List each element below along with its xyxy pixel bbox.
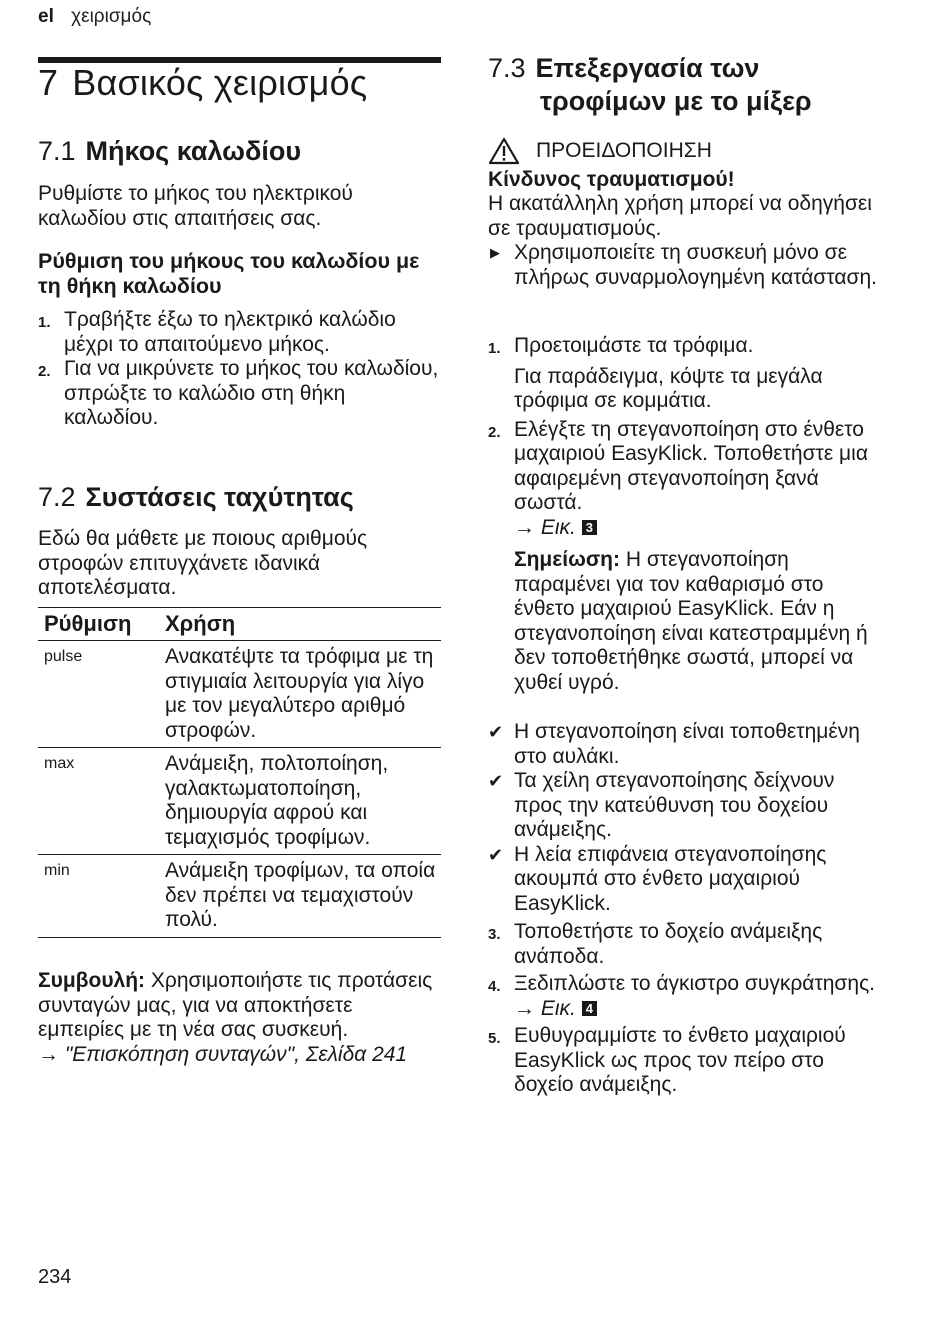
- list-item: [488, 972, 888, 1021]
- warning-heading: [488, 137, 712, 165]
- page-number: 234: [38, 1266, 72, 1288]
- table-row: [38, 748, 441, 855]
- chapter-title-text: Βασικός χειρισμός: [72, 62, 368, 103]
- step-number: 4.: [488, 978, 501, 995]
- section-number: 7.3: [488, 53, 526, 83]
- warning-label: ΠΡΟΕΙΔΟΠΟΙΗΣΗ: [536, 139, 712, 162]
- tip-paragraph: [38, 969, 441, 1067]
- step-text: Ευθυγραμμίστε το ένθετο μαχαιριού EasyKlick ως προς τον πείρο στο δοχείο ανάμειξης.: [514, 1024, 846, 1096]
- list-item: [488, 920, 888, 969]
- step-text: Ελέγξτε τη στεγανοποίηση στο ένθετο μαχαιριού EasyKlick. Τοποθετήστε μια αφαιρεμένη στεγανοποίηση ξανά σωστά.: [514, 417, 868, 514]
- check-list: [488, 720, 888, 916]
- chapter-number: 7: [38, 62, 59, 103]
- step-text: Προετοιμάστε τα τρόφιμα.: [514, 334, 754, 357]
- figure-reference-label: Εικ.: [540, 515, 576, 539]
- check-icon: ✔: [488, 844, 504, 865]
- list-item: [488, 418, 888, 696]
- figure-reference[interactable]: [514, 516, 888, 541]
- figure-number-badge: 4: [582, 1001, 597, 1016]
- section-number: 7.2: [38, 482, 76, 512]
- warning-text: Η ακατάλληλη χρήση μπορεί να οδηγήσει σε τραυματισμούς.: [488, 192, 872, 240]
- check-text: Η λεία επιφάνεια στεγανοποίησης ακουμπά στο ένθετο μαχαιριού EasyKlick.: [514, 842, 827, 915]
- check-text: Τα χείλη στεγανοποίησης δείχνουν προς την κατεύθυνση του δοχείου ανάμειξης.: [514, 769, 835, 841]
- step-number: 5.: [488, 1030, 501, 1047]
- figure-reference-label: Εικ.: [540, 996, 576, 1020]
- note-paragraph: [514, 548, 888, 695]
- warning-triangle-icon: [488, 137, 520, 165]
- section-number: 7.1: [38, 136, 76, 166]
- use-cell: Ανάμειξη, πολτοποίηση, γαλακτωματοποίηση, δημιουργία αφρού και τεμαχισμός τροφίμων.: [165, 752, 389, 849]
- section-7-2-intro: Εδώ θα μάθετε με ποιους αριθμούς στροφών επιτυγχάνετε ιδανικά αποτελέσματα.: [38, 527, 368, 599]
- section-title: Συστάσεις ταχύτητας: [85, 482, 354, 512]
- section-title-line2: τροφίμων με το μίξερ: [540, 86, 812, 116]
- step-text: Τοποθετήστε το δοχείο ανάμειξης ανάποδα.: [514, 920, 823, 968]
- list-item: [38, 357, 441, 431]
- list-item: [488, 241, 888, 290]
- list-item: [488, 769, 888, 843]
- use-cell: Ανακατέψτε τα τρόφιμα με τη στιγμιαία λειτουργία για λίγο με τον μεγαλύτερο αριθμό στροφών.: [165, 645, 434, 742]
- list-item: [488, 1024, 888, 1098]
- arrow-right-icon: →: [38, 1042, 65, 1066]
- tip-text: Χρησιμοποιήστε τις προτάσεις συνταγών μας, για να αποκτήσετε εμπειρίες με τη νέα σας συσκευή.: [38, 969, 433, 1041]
- list-item: [488, 843, 888, 917]
- table-row: [38, 641, 441, 748]
- step-number: 1.: [488, 340, 501, 357]
- section-title: Μήκος καλωδίου: [85, 136, 302, 166]
- note-text: Η στεγανοποίηση παραμένει για τον καθαρισμό στο ένθετο μαχαιριού EasyKlick. Εάν η στεγανοποίηση είναι κατεστραμμένη ή δεν τοποθετήθηκε σωστά, μπορεί να χυθεί υγρό.: [514, 548, 868, 694]
- tip-label: Συμβουλή:: [38, 969, 146, 992]
- note-label: Σημείωση:: [514, 548, 621, 571]
- running-header: [38, 6, 151, 28]
- list-item: [488, 720, 888, 769]
- setting-cell: max: [44, 755, 75, 772]
- table-header: [38, 607, 441, 641]
- arrow-right-icon: →: [514, 515, 541, 539]
- setting-cell: min: [44, 862, 70, 879]
- speed-table: [38, 607, 441, 938]
- warning-title: Κίνδυνος τραυματισμού!: [488, 168, 735, 191]
- section-7-3-steps: [488, 334, 888, 695]
- setting-cell: pulse: [44, 648, 83, 665]
- step-text: Τραβήξτε έξω το ηλεκτρικό καλώδιο μέχρι το απαιτούμενο μήκος.: [64, 308, 396, 356]
- figure-reference[interactable]: [514, 997, 888, 1022]
- check-text: Η στεγανοποίηση είναι τοποθετημένη στο αυλάκι.: [514, 720, 860, 768]
- step-subtext: Για παράδειγμα, κόψτε τα μεγάλα τρόφιμα σε κομμάτια.: [514, 364, 823, 412]
- step-number: 1.: [38, 314, 51, 331]
- list-item: [38, 308, 441, 357]
- arrow-right-icon: →: [514, 996, 541, 1020]
- tip-reference-text: "Επισκόπηση συνταγών", Σελίδα 241: [64, 1042, 408, 1066]
- step-number: 2.: [38, 363, 51, 380]
- step-number: 3.: [488, 926, 501, 943]
- section-7-1-steps: [38, 308, 441, 431]
- figure-number-badge: 3: [582, 520, 597, 535]
- check-icon: ✔: [488, 771, 504, 791]
- list-item: [488, 334, 888, 414]
- section-7-2-heading: [38, 482, 354, 513]
- section-7-3-heading: [488, 52, 812, 118]
- running-section: χειρισμός: [71, 6, 152, 27]
- section-7-1-subheading: Ρύθμιση του μήκους του καλωδίου με τη θήκη καλωδίου: [38, 249, 420, 298]
- warning-bullets: [488, 241, 888, 290]
- table-row: [38, 855, 441, 938]
- language-code: el: [38, 6, 54, 27]
- tip-reference[interactable]: [38, 1043, 441, 1068]
- step-text: Για να μικρύνετε το μήκος του καλωδίου, σπρώξτε το καλώδιο στη θήκη καλωδίου.: [64, 357, 439, 429]
- use-cell: Ανάμειξη τροφίμων, τα οποία δεν πρέπει να τεμαχιστούν πολύ.: [165, 859, 436, 931]
- step-text: Ξεδιπλώστε το άγκιστρο συγκράτησης.: [514, 972, 876, 995]
- chapter-title: [38, 62, 367, 104]
- column-header-setting: Ρύθμιση: [44, 611, 132, 636]
- section-title-line1: Επεξεργασία των: [535, 53, 760, 83]
- bullet-text: Χρησιμοποιείτε τη συσκευή μόνο σε πλήρως συναρμολογημένη κατάσταση.: [514, 241, 877, 289]
- column-header-use: Χρήση: [165, 611, 236, 636]
- section-7-1-heading: [38, 136, 301, 167]
- section-7-1-intro: Ρυθμίστε το μήκος του ηλεκτρικού καλωδίου στις απαιτήσεις σας.: [38, 182, 353, 230]
- triangle-bullet-icon: ▶: [490, 245, 500, 260]
- step-number: 2.: [488, 423, 501, 441]
- check-icon: ✔: [488, 722, 504, 742]
- section-7-3-steps-continued: [488, 920, 888, 1098]
